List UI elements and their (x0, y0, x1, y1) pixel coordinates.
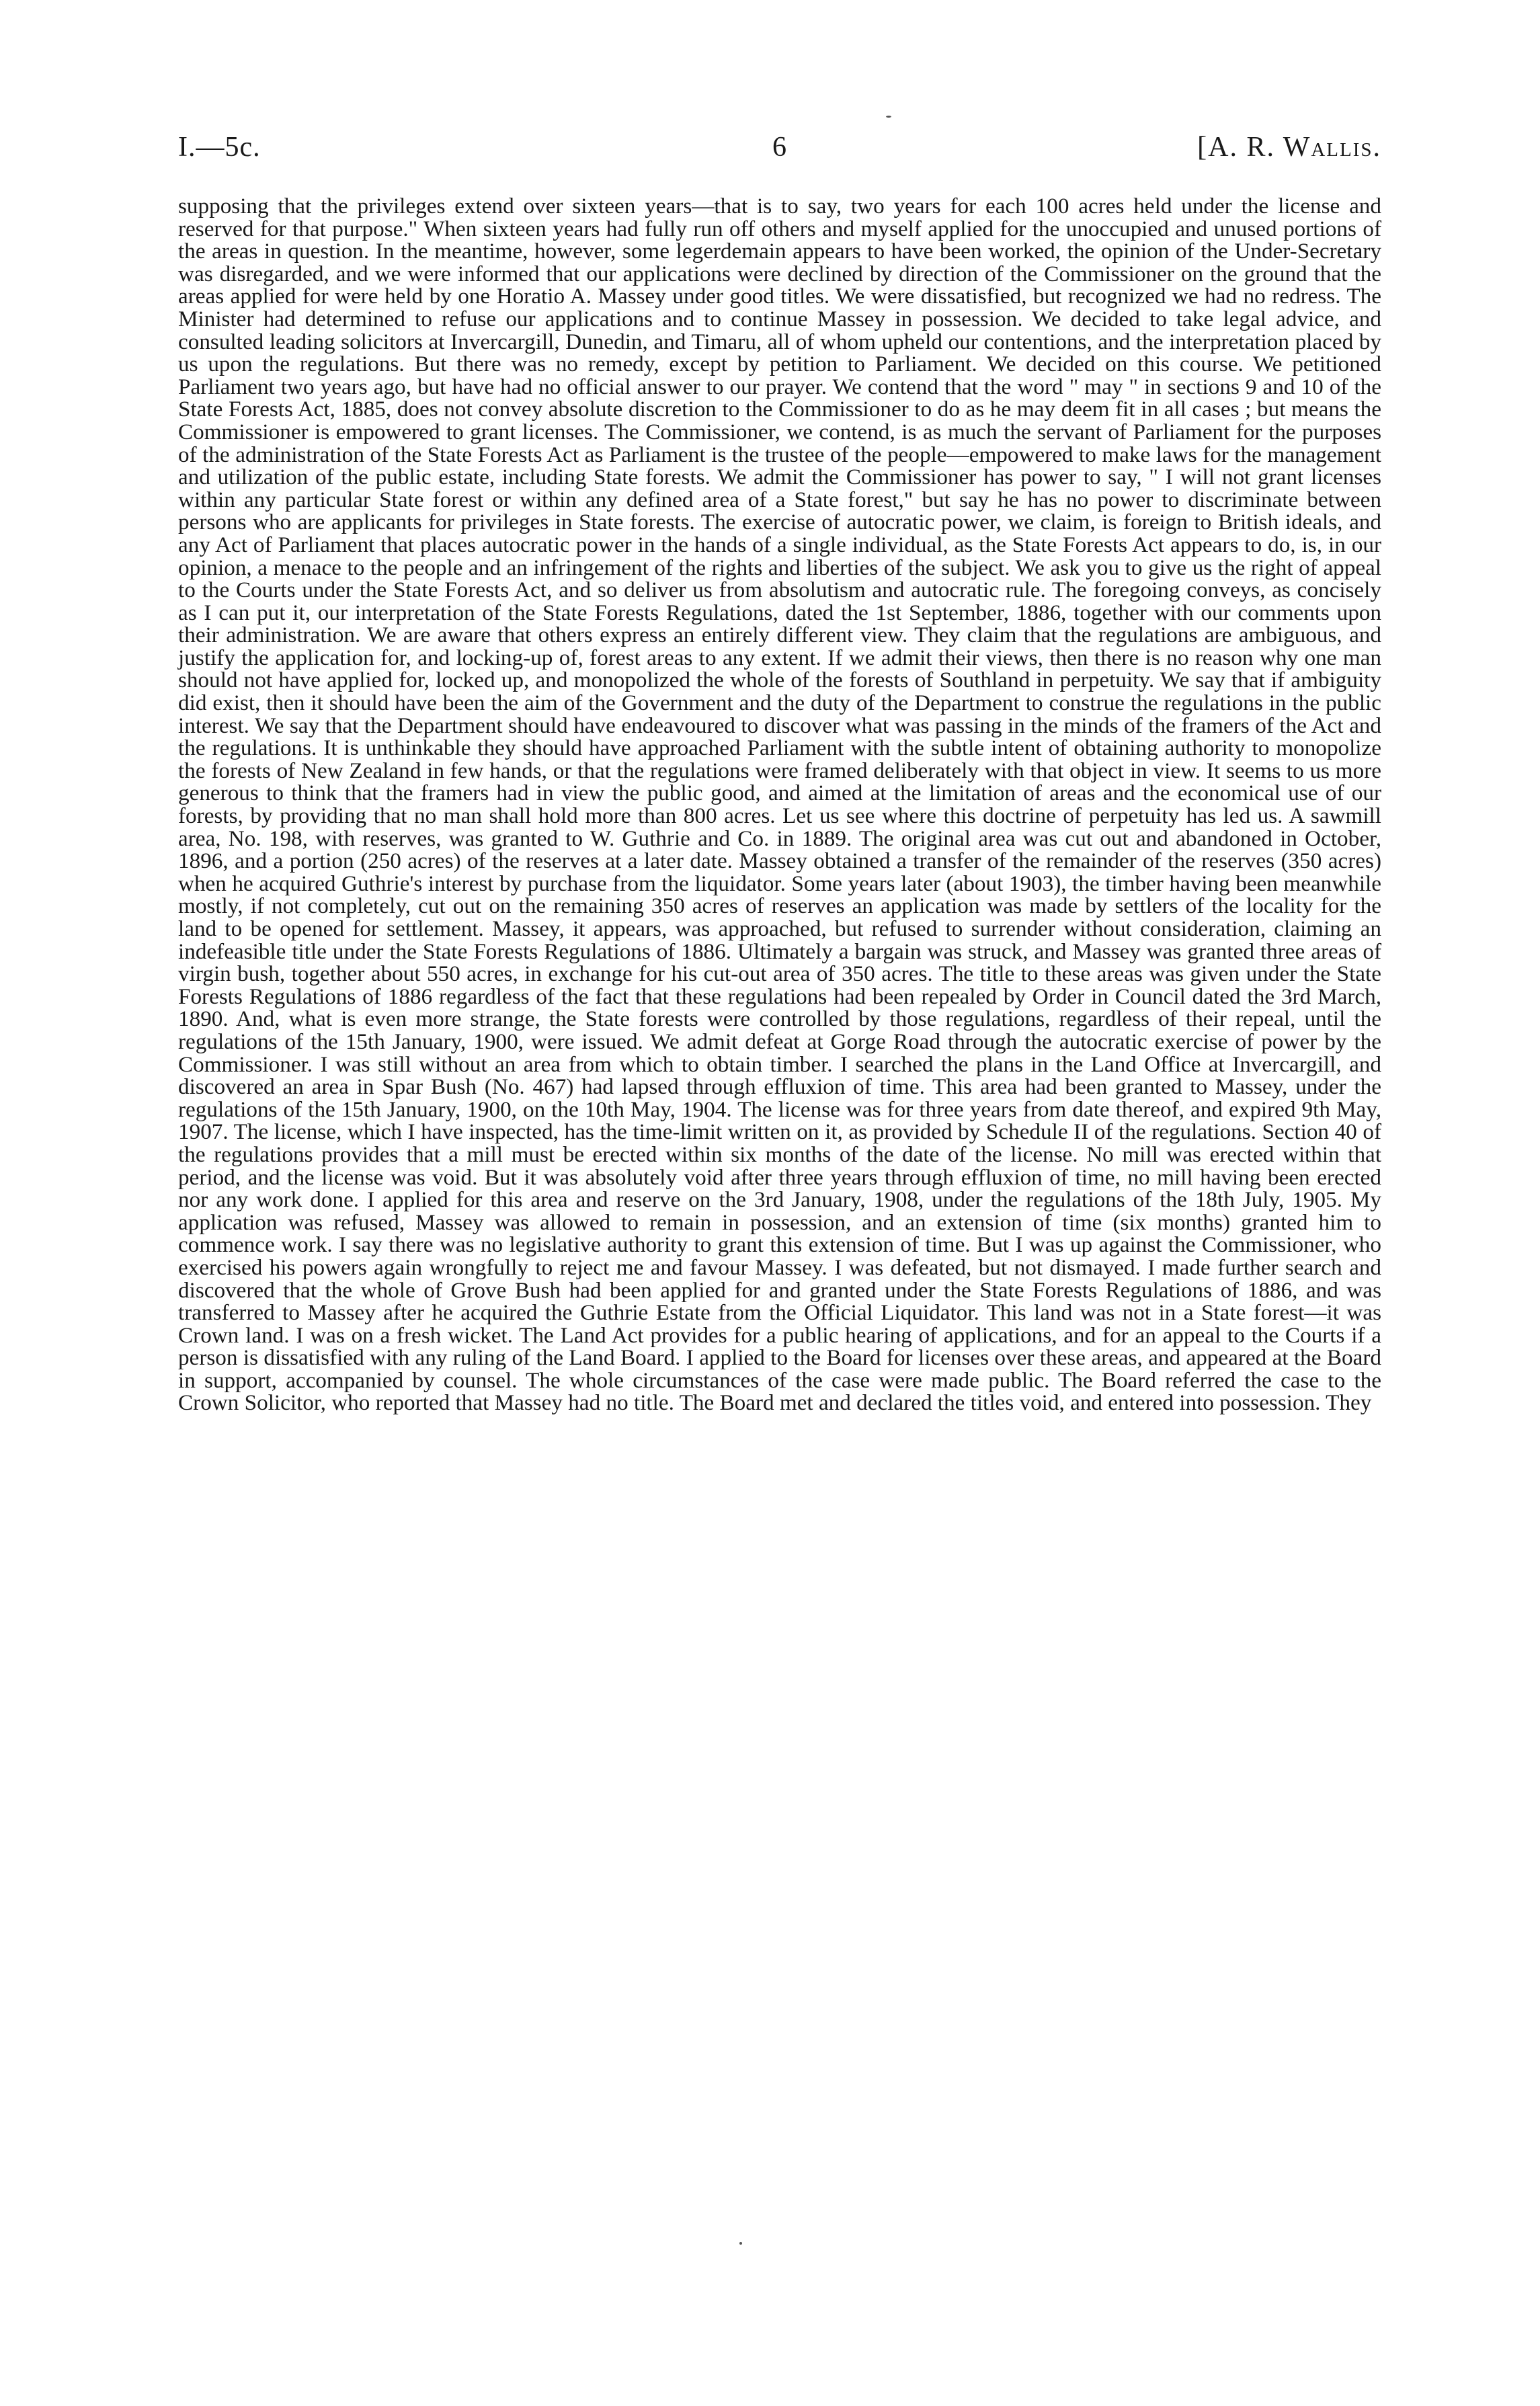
scan-speck (886, 116, 891, 118)
witness-name: [A. R. Wallis. (1197, 132, 1381, 163)
page-number: 6 (772, 132, 787, 163)
body-paragraph: supposing that the privileges extend over sixteen years—that is to say, two years for each 100 acres held under the license and reserved for that purpose." When sixteen years had fully run off others and myself applied for the unoccupied and unused portions of the areas in question. In the meantime, however, some legerdemain appears to have been worked, the opinion of the Under-Secretary was disregarded, and we were informed that our applications were declined by direction of the Commissioner on the ground that the areas applied for were held by one Horatio A. Massey under good titles. We were dissatisfied, but recognized we had no redress. The Minister had determined to refuse our applications and to continue Massey in possession. We decided to take legal advice, and consulted leading solicitors at Invercargill, Dunedin, and Timaru, all of whom upheld our contentions, and the interpretation placed by us upon the regulations. But there was no remedy, except by petition to Parliament. We decided on this course. We petitioned Parliament two years ago, but have had no official answer to our prayer. We contend that the word " may " in sections 9 and 10 of the State Forests Act, 1885, does not convey absolute discretion to the Commissioner to do as he may deem fit in all cases ; but means the Commissioner is empowered to grant licenses. The Commissioner, we contend, is as much the servant of Parliament for the purposes of the administration of the State Forests Act as Parliament is the trustee of the people—empowered to make laws for the management and utilization of the public estate, including State forests. We admit the Commissioner has power to say, " I will not grant licenses within any particular State forest or within any defined area of a State forest," but say he has no power to discriminate between persons who are applicants for privileges in State forests. The exercise of autocratic power, we claim, is foreign to British ideals, and any Act of Parliament that places autocratic power in the hands of a single individual, as the State Forests Act appears to do, is, in our opinion, a menace to the people and an infringement of the rights and liberties of the subject. We ask you to give us the right of appeal to the Courts under the State Forests Act, and so deliver us from absolutism and autocratic rule. The foregoing conveys, as concisely as I can put it, our interpretation of the State Forests Regulations, dated the 1st September, 1886, together with our comments upon their administration. We are aware that others express an entirely different view. They claim that the regulations are ambiguous, and justify the application for, and locking-up of, forest areas to any extent. If we admit their views, then there is no reason why one man should not have applied for, locked up, and monopolized the whole of the forests of Southland in perpetuity. We say that if ambiguity did exist, then it should have been the aim of the Government and the duty of the Department to construe the regulations in the public interest. We say that the Department should have endeavoured to discover what was passing in the minds of the framers of the Act and the regulations. It is unthinkable they should have approached Parliament with the subtle intent of obtaining authority to monopolize the forests of New Zealand in few hands, or that the regulations were framed deliberately with that object in view. It seems to us more generous to think that the framers had in view the public good, and aimed at the limitation of areas and the economical use of our forests, by providing that no man shall hold more than 800 acres. Let us see where this doctrine of perpetuity has led us. A sawmill area, No. 198, with reserves, was granted to W. Guthrie and Co. in 1889. The original area was cut out and abandoned in October, 1896, and a portion (250 acres) of the reserves at a later date. Massey obtained a transfer of the remainder of the reserves (350 acres) when he acquired Guthrie's interest by purchase from the liquidator. Some years later (about 1903), the timber having been meanwhile mostly, if not completely, cut out on the remaining 350 acres of reserves an application was made by settlers of the locality for the land to be opened for settlement. Massey, it appears, was approached, but refused to surrender without consideration, claiming an indefeasible title under the State Forests Regulations of 1886. Ultimately a bargain was struck, and Massey was granted three areas of virgin bush, together about 550 acres, in exchange for his cut-out area of 350 acres. The title to these areas was given under the State Forests Regulations of 1886 regardless of the fact that these regulations had been repealed by Order in Council dated the 3rd March, 1890. And, what is even more strange, the State forests were controlled by those regulations, regardless of their repeal, until the regulations of the 15th January, 1900, were issued. We admit defeat at Gorge Road through the autocratic exercise of power by the Commissioner. I was still without an area from which to obtain timber. I searched the plans in the Land Office at Invercargill, and discovered an area in Spar Bush (No. 467) had lapsed through effluxion of time. This area had been granted to Massey, under the regulations of the 15th January, 1900, on the 10th May, 1904. The license was for three years from date thereof, and expired 9th May, 1907. The license, which I have inspected, has the time-limit written on it, as provided by Schedule II of the regulations. Section 40 of the regulations provides that a mill must be erected within six months of the date of the license. No mill was erected within that period, and the license was void. But it was absolutely void after three years through effluxion of time, no mill having been erected nor any work done. I applied for this area and reserve on the 3rd January, 1908, under the regulations of the 18th July, 1905. My application was refused, Massey was allowed to remain in possession, and an extension of time (six months) granted him to commence work. I say there was no legislative authority to grant this extension of time. But I was up against the Commissioner, who exercised his powers again wrongfully to reject me and favour Massey. I was defeated, but not dismayed. I made further search and discovered that the whole of Grove Bush had been applied for and granted under the State Forests Regulations of 1886, and was transferred to Massey after he acquired the Guthrie Estate from the Official Liquidator. This land was not in a State forest—it was Crown land. I was on a fresh wicket. The Land Act provides for a public hearing of applications, and for an appeal to the Courts if a person is dissatisfied with any ruling of the Land Board. I applied to the Board for licenses over these areas, and appeared at the Board in support, accompanied by counsel. The whole circumstances of the case were made public. The Board referred the case to the Crown Solicitor, who reported that Massey had no title. The Board met and declared the titles void, and entered into possession. They (178, 194, 1381, 1416)
page-header (178, 131, 1381, 171)
scan-speck (739, 2242, 742, 2245)
paper-reference: I.—5c. (178, 132, 261, 163)
